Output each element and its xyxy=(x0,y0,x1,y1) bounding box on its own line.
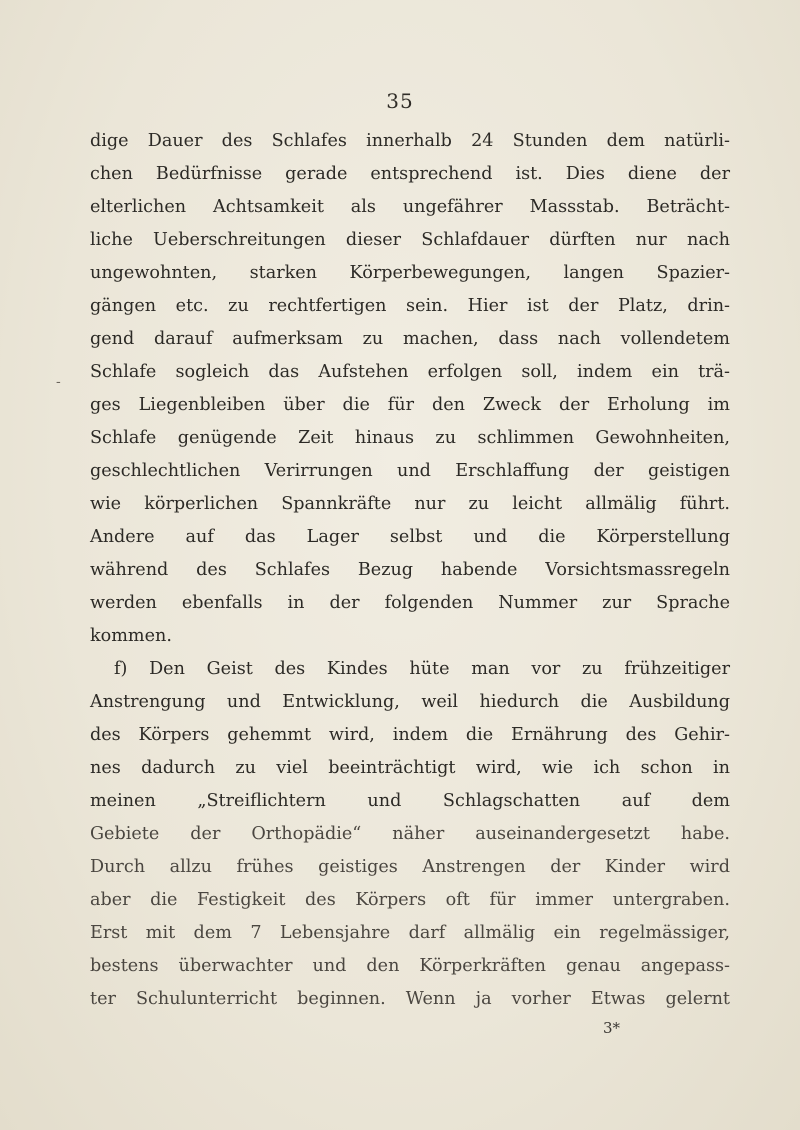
text-line: Anstrengung und Entwicklung, weil hiedurch die Ausbildung xyxy=(90,692,730,712)
text-line: wie körperlichen Spannkräfte nur zu leicht allmälig führt. xyxy=(90,494,730,514)
text-line: Andere auf das Lager selbst und die Körperstellung xyxy=(90,527,730,547)
signature-mark: 3* xyxy=(602,1019,620,1037)
text-line: meinen „Streiflichtern und Schlagschatten auf dem xyxy=(90,791,730,811)
text-line: chen Bedürfnisse gerade entsprechend ist. Dies diene der xyxy=(90,164,730,184)
text-line: kommen. xyxy=(90,626,172,646)
text-line: nes dadurch zu viel beeinträchtigt wird, wie ich schon in xyxy=(90,758,730,778)
text-line: liche Ueberschreitungen dieser Schlafdauer dürften nur nach xyxy=(90,230,730,250)
body-text xyxy=(90,125,730,1049)
text-line: Durch allzu frühes geistiges Anstrengen der Kinder wird xyxy=(90,857,730,877)
text-line: Schlafe genügende Zeit hinaus zu schlimmen Gewohnheiten, xyxy=(90,428,730,448)
text-line: dige Dauer des Schlafes innerhalb 24 Stunden dem natürli- xyxy=(90,131,730,151)
text-line: aber die Festigkeit des Körpers oft für immer untergraben. xyxy=(90,890,730,910)
text-line: ungewohnten, starken Körperbewegungen, langen Spazier- xyxy=(90,263,730,283)
page-number: 35 xyxy=(386,89,414,113)
text-line: Gebiete der Orthopädie“ näher auseinandergesetzt habe. xyxy=(90,824,730,844)
text-line: des Körpers gehemmt wird, indem die Ernährung des Gehir- xyxy=(90,725,730,745)
text-line: werden ebenfalls in der folgenden Nummer zur Sprache xyxy=(90,593,730,613)
text-line: Erst mit dem 7 Lebensjahre darf allmälig ein regelmässiger, xyxy=(90,923,730,943)
text-line: Schlafe sogleich das Aufstehen erfolgen soll, indem ein trä- xyxy=(90,362,730,382)
text-line: während des Schlafes Bezug habende Vorsichtsmassregeln xyxy=(90,560,730,580)
text-line: elterlichen Achtsamkeit als ungefährer Massstab. Beträcht- xyxy=(90,197,730,217)
text-line: ter Schulunterricht beginnen. Wenn ja vorher Etwas gelernt xyxy=(90,989,730,1009)
text-line: ges Liegenbleiben über die für den Zweck der Erholung im xyxy=(90,395,730,415)
text-line: bestens überwachter und den Körperkräften genau angepass- xyxy=(90,956,730,976)
margin-mark: - xyxy=(56,374,61,390)
text-line: gend darauf aufmerksam zu machen, dass nach vollendetem xyxy=(90,329,730,349)
text-line: f) Den Geist des Kindes hüte man vor zu frühzeitiger xyxy=(114,659,730,679)
text-line: gängen etc. zu rechtfertigen sein. Hier ist der Platz, drin- xyxy=(90,296,730,316)
text-line: geschlechtlichen Verirrungen und Erschlaffung der geistigen xyxy=(90,461,730,481)
